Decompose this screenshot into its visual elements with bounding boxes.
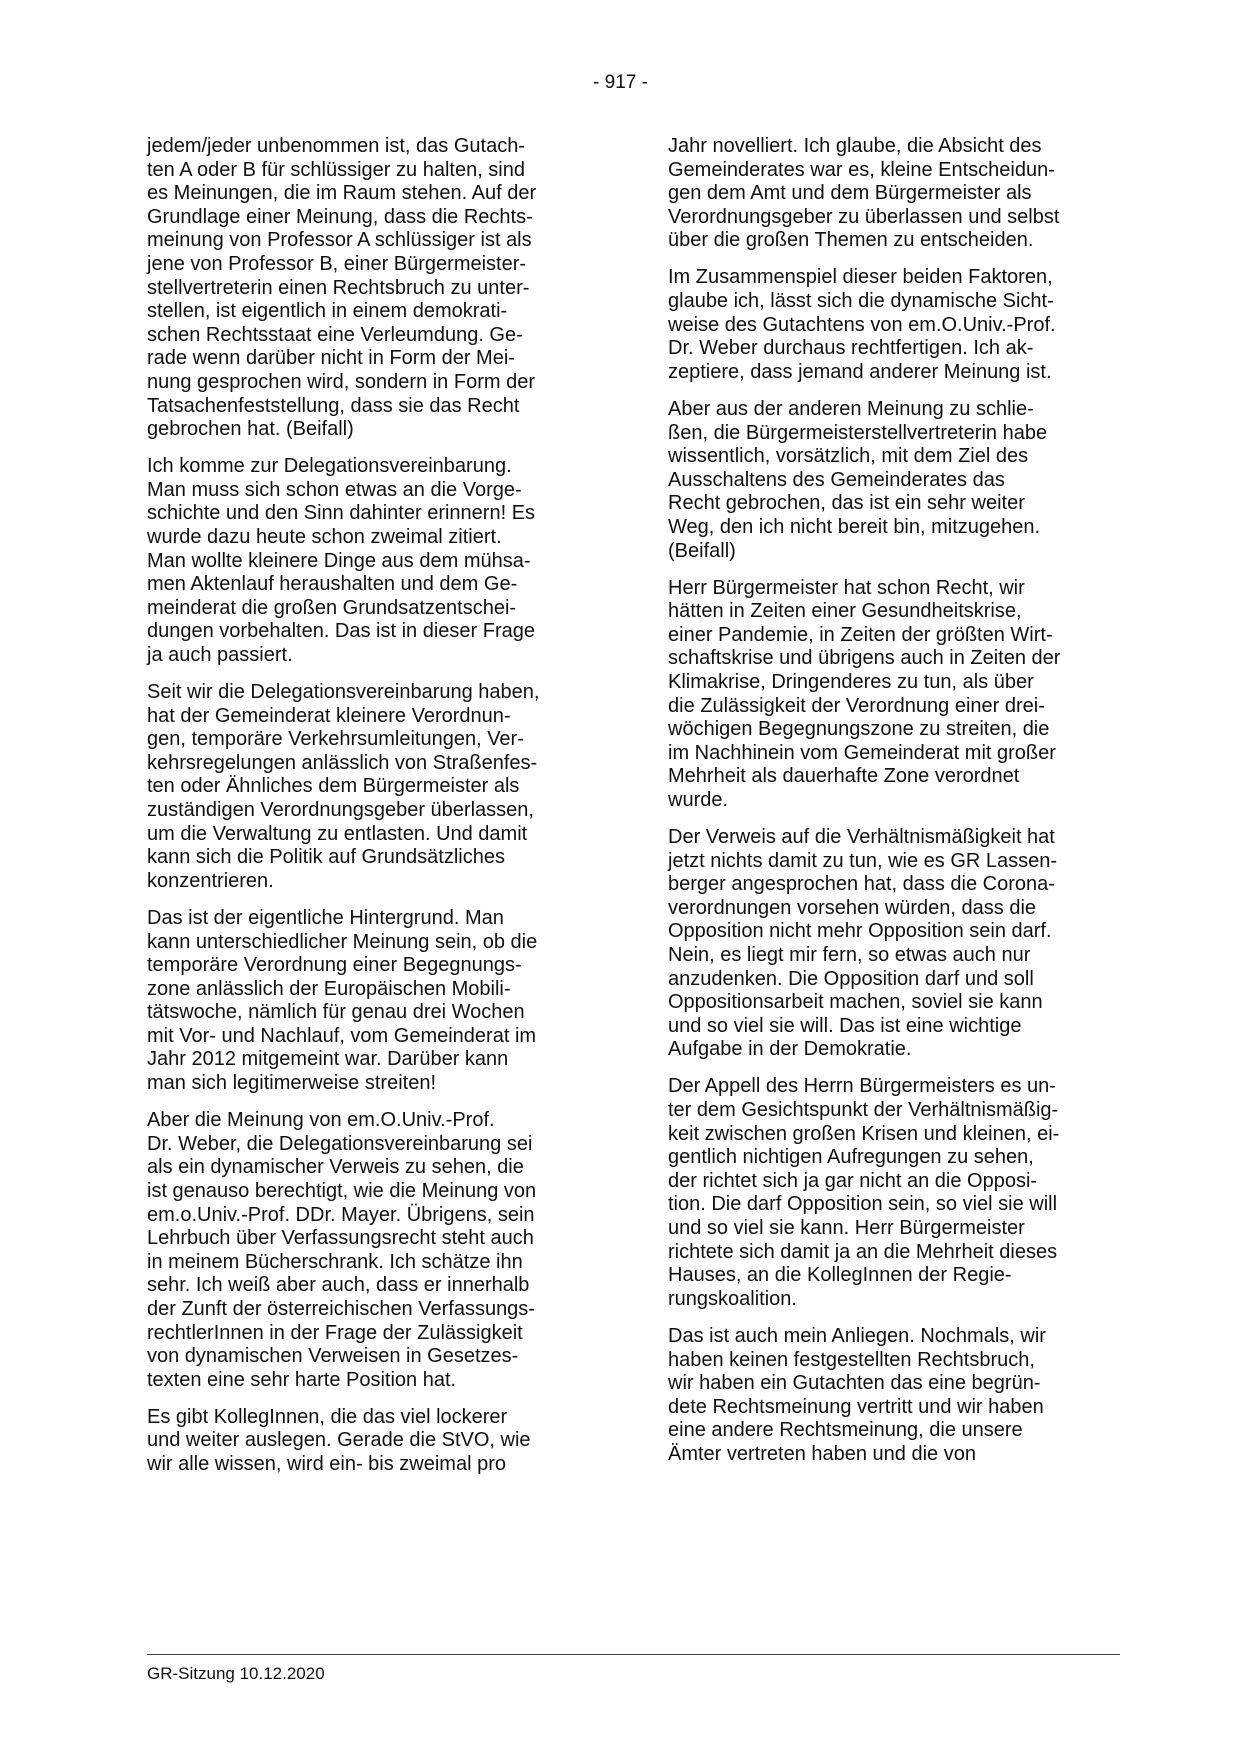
text-line: jedem/jeder unbenommen ist, das Gutach-: [147, 135, 525, 157]
text-line: schaftskrise und übrigens auch in Zeiten der: [668, 647, 1061, 670]
text-line: gentlich nichtigen Aufregungen zu sehen,: [668, 1146, 1034, 1169]
left-column: [147, 135, 617, 1490]
text-line: Aufgabe in der Demokratie.: [668, 1038, 912, 1061]
text-line: zeptiere, dass jemand anderer Meinung ist.: [668, 360, 1052, 383]
text-line: Gemeinderates war es, kleine Entscheidun-: [668, 158, 1055, 181]
text-line: kann unterschiedlicher Meinung sein, ob die: [147, 930, 538, 953]
text-line: temporäre Verordnung einer Begegnungs-: [147, 954, 522, 977]
text-line: konzentrieren.: [147, 869, 274, 892]
text-line: (Beifall): [668, 539, 736, 562]
text-line: dungen vorbehalten. Das ist in dieser Frage: [147, 620, 536, 643]
text-line: verordnungen vorsehen würden, dass die: [668, 896, 1037, 919]
paragraph: [668, 1075, 1138, 1311]
text-line: jetzt nichts damit zu tun, wie es GR Lassen-: [668, 849, 1058, 872]
text-line: gen dem Amt und dem Bürgermeister als: [668, 182, 1032, 205]
text-line: wurde dazu heute schon zweimal zitiert.: [147, 526, 502, 548]
text-line: Seit wir die Delegationsvereinbarung haben,: [147, 681, 540, 704]
text-line: anzudenken. Die Opposition darf und soll: [668, 967, 1034, 990]
text-line: ja auch passiert.: [147, 643, 293, 666]
text-line: als ein dynamischer Verweis zu sehen, die: [147, 1156, 524, 1179]
text-line: Mehrheit als dauerhafte Zone verordnet: [668, 765, 1020, 788]
page-number: - 917 -: [593, 72, 648, 93]
text-line: in meinem Bücherschrank. Ich schätze ihn: [147, 1250, 523, 1273]
text-line: es Meinungen, die im Raum stehen. Auf der: [147, 182, 537, 205]
text-line: Recht gebrochen, das ist ein sehr weiter: [668, 492, 1025, 515]
text-line: tion. Die darf Opposition sein, so viel sie will: [668, 1193, 1058, 1216]
text-line: ist genauso berechtigt, wie die Meinung von: [147, 1179, 537, 1202]
text-line: meinung von Professor A schlüssiger ist als: [147, 229, 532, 252]
text-line: rungskoalition.: [668, 1287, 797, 1310]
text-line: ten oder Ähnliches dem Bürgermeister als: [147, 775, 520, 798]
footer-divider: [147, 1654, 1120, 1655]
paragraph: [668, 826, 1138, 1062]
text-line: zone anlässlich der Europäischen Mobili-: [147, 977, 511, 1000]
text-line: Der Appell des Herrn Bürgermeisters es un-: [668, 1075, 1056, 1098]
paragraph: [668, 577, 1138, 813]
right-column: [668, 135, 1138, 1480]
paragraph: [147, 681, 617, 893]
text-line: Es gibt KollegInnen, die das viel lockerer: [147, 1405, 508, 1428]
text-line: schen Rechtsstaat eine Verleumdung. Ge-: [147, 323, 523, 346]
text-line: Nein, es liegt mir fern, so etwas auch nur: [668, 944, 1031, 966]
text-line: texten eine sehr harte Position hat.: [147, 1368, 457, 1391]
text-line: Dr. Weber, die Delegationsvereinbarung sei: [147, 1132, 533, 1155]
text-line: haben keinen festgestellten Rechtsbruch,: [668, 1348, 1035, 1371]
text-line: keit zwischen großen Krisen und kleinen, ei-: [668, 1122, 1060, 1145]
text-line: glaube ich, lässt sich die dynamische Sicht-: [668, 290, 1054, 313]
text-line: zuständigen Verordnungsgeber überlassen,: [147, 799, 534, 822]
text-line: Ich komme zur Delegationsvereinbarung.: [147, 455, 512, 478]
text-line: Lehrbuch über Verfassungsrecht steht auch: [147, 1227, 534, 1250]
text-line: ten A oder B für schlüssiger zu halten, sind: [147, 158, 525, 181]
text-line: Jahr 2012 mitgemeint war. Darüber kann: [147, 1048, 509, 1071]
text-line: Ämter vertreten haben und die von: [668, 1442, 976, 1465]
text-line: meinderat die großen Grundsatzentschei-: [147, 596, 517, 619]
text-line: em.o.Univ.-Prof. DDr. Mayer. Übrigens, sein: [147, 1203, 535, 1226]
text-line: schichte und den Sinn dahinter erinnern! Es: [147, 502, 536, 525]
text-line: men Aktenlauf heraushalten und dem Ge-: [147, 573, 518, 596]
text-line: wöchigen Begegnungszone zu streiten, die: [668, 718, 1050, 741]
text-line: jene von Professor B, einer Bürgermeister-: [147, 252, 527, 275]
text-line: stellvertreterin einen Rechtsbruch zu unter-: [147, 276, 530, 299]
text-line: Das ist der eigentliche Hintergrund. Man: [147, 906, 504, 929]
text-line: Aber die Meinung von em.O.Univ.-Prof.: [147, 1109, 495, 1132]
text-line: Klimakrise, Dringenderes zu tun, als über: [668, 670, 1034, 693]
text-line: und so viel sie will. Das ist eine wichtige: [668, 1014, 1022, 1037]
text-line: stellen, ist eigentlich in einem demokrati-: [147, 300, 508, 323]
text-line: Aber aus der anderen Meinung zu schlie-: [668, 397, 1034, 420]
paragraph: [668, 398, 1138, 563]
paragraph: [668, 135, 1138, 253]
text-line: dete Rechtsmeinung vertritt und wir haben: [668, 1395, 1044, 1418]
text-line: der richtet sich ja gar nicht an die Opposi-: [668, 1169, 1038, 1192]
text-line: um die Verwaltung zu entlasten. Und damit: [147, 822, 528, 845]
text-line: nung gesprochen wird, sondern in Form der: [147, 370, 535, 393]
text-line: Hauses, an die KollegInnen der Regie-: [668, 1264, 1012, 1287]
text-line: Opposition nicht mehr Opposition sein darf.: [668, 920, 1052, 943]
text-line: hat der Gemeinderat kleinere Verordnun-: [147, 704, 511, 727]
text-line: wir alle wissen, wird ein- bis zweimal pro: [147, 1452, 506, 1475]
text-line: richtete sich damit ja an die Mehrheit dieses: [668, 1240, 1058, 1263]
text-line: die Zulässigkeit der Verordnung einer drei-: [668, 694, 1045, 717]
text-line: gen, temporäre Verkehrsumleitungen, Ver-: [147, 728, 524, 751]
text-line: eine andere Rechtsmeinung, die unsere: [668, 1419, 1023, 1442]
text-line: rade wenn darüber nicht in Form der Mei-: [147, 347, 515, 370]
text-line: Oppositionsarbeit machen, soviel sie kann: [668, 991, 1043, 1014]
text-line: ter dem Gesichtspunkt der Verhältnismäßig-: [668, 1099, 1059, 1122]
text-line: wir haben ein Gutachten das eine begrün-: [668, 1372, 1041, 1395]
text-line: Im Zusammenspiel dieser beiden Faktoren,: [668, 266, 1053, 289]
text-line: der Zunft der österreichischen Verfassungs-: [147, 1297, 535, 1320]
text-line: Ausschaltens des Gemeinderates das: [668, 468, 1005, 491]
text-line: Man muss sich schon etwas an die Vorge-: [147, 478, 522, 501]
text-line: von dynamischen Verweisen in Gesetzes-: [147, 1345, 519, 1368]
text-line: gebrochen hat. (Beifall): [147, 418, 354, 441]
text-line: Tatsachenfeststellung, dass sie das Recht: [147, 394, 520, 417]
text-line: weise des Gutachtens von em.O.Univ.-Prof.: [668, 313, 1056, 336]
text-line: Der Verweis auf die Verhältnismäßigkeit hat: [668, 826, 1055, 849]
text-line: berger angesprochen hat, dass die Corona-: [668, 873, 1055, 896]
text-line: sehr. Ich weiß aber auch, dass er innerhalb: [147, 1274, 530, 1297]
text-line: und weiter auslegen. Gerade die StVO, wie: [147, 1429, 531, 1452]
text-line: mit Vor- und Nachlauf, vom Gemeinderat im: [147, 1024, 537, 1047]
paragraph: [147, 455, 617, 667]
text-line: Das ist auch mein Anliegen. Nochmals, wir: [668, 1324, 1046, 1347]
text-line: Weg, den ich nicht bereit bin, mitzugehen.: [668, 515, 1041, 538]
text-line: Dr. Weber durchaus rechtfertigen. Ich ak-: [668, 337, 1034, 360]
text-line: Man wollte kleinere Dinge aus dem mühsa-: [147, 549, 531, 572]
text-line: über die großen Themen zu entscheiden.: [668, 229, 1034, 252]
text-line: tätswoche, nämlich für genau drei Wochen: [147, 1001, 525, 1024]
text-line: Jahr novelliert. Ich glaube, die Absicht des: [668, 135, 1042, 157]
footer-text: GR-Sitzung 10.12.2020: [147, 1664, 325, 1683]
text-line: Herr Bürgermeister hat schon Recht, wir: [668, 576, 1025, 599]
paragraph: [147, 1406, 617, 1477]
paragraph: [147, 135, 617, 442]
paragraph: [668, 1325, 1138, 1467]
text-line: im Nachhinein vom Gemeinderat mit großer: [668, 741, 1056, 764]
text-line: einer Pandemie, in Zeiten der größten Wirt-: [668, 623, 1053, 646]
paragraph: [147, 907, 617, 1096]
text-line: hätten in Zeiten einer Gesundheitskrise,: [668, 600, 1022, 623]
text-line: Grundlage einer Meinung, dass die Rechts-: [147, 205, 533, 228]
text-line: wissentlich, vorsätzlich, mit dem Ziel des: [668, 445, 1029, 468]
paragraph: [147, 1109, 617, 1392]
paragraph: [668, 266, 1138, 384]
text-line: wurde.: [668, 788, 729, 811]
text-line: und so viel sie kann. Herr Bürgermeister: [668, 1217, 1025, 1240]
text-line: ßen, die Bürgermeisterstellvertreterin habe: [668, 421, 1048, 444]
text-line: rechtlerInnen in der Frage der Zulässigkeit: [147, 1321, 523, 1344]
text-line: kann sich die Politik auf Grundsätzliches: [147, 846, 505, 869]
text-line: kehrsregelungen anlässlich von Straßenfes-: [147, 751, 538, 774]
text-line: man sich legitimerweise streiten!: [147, 1072, 436, 1095]
text-line: Verordnungsgeber zu überlassen und selbst: [668, 205, 1060, 228]
